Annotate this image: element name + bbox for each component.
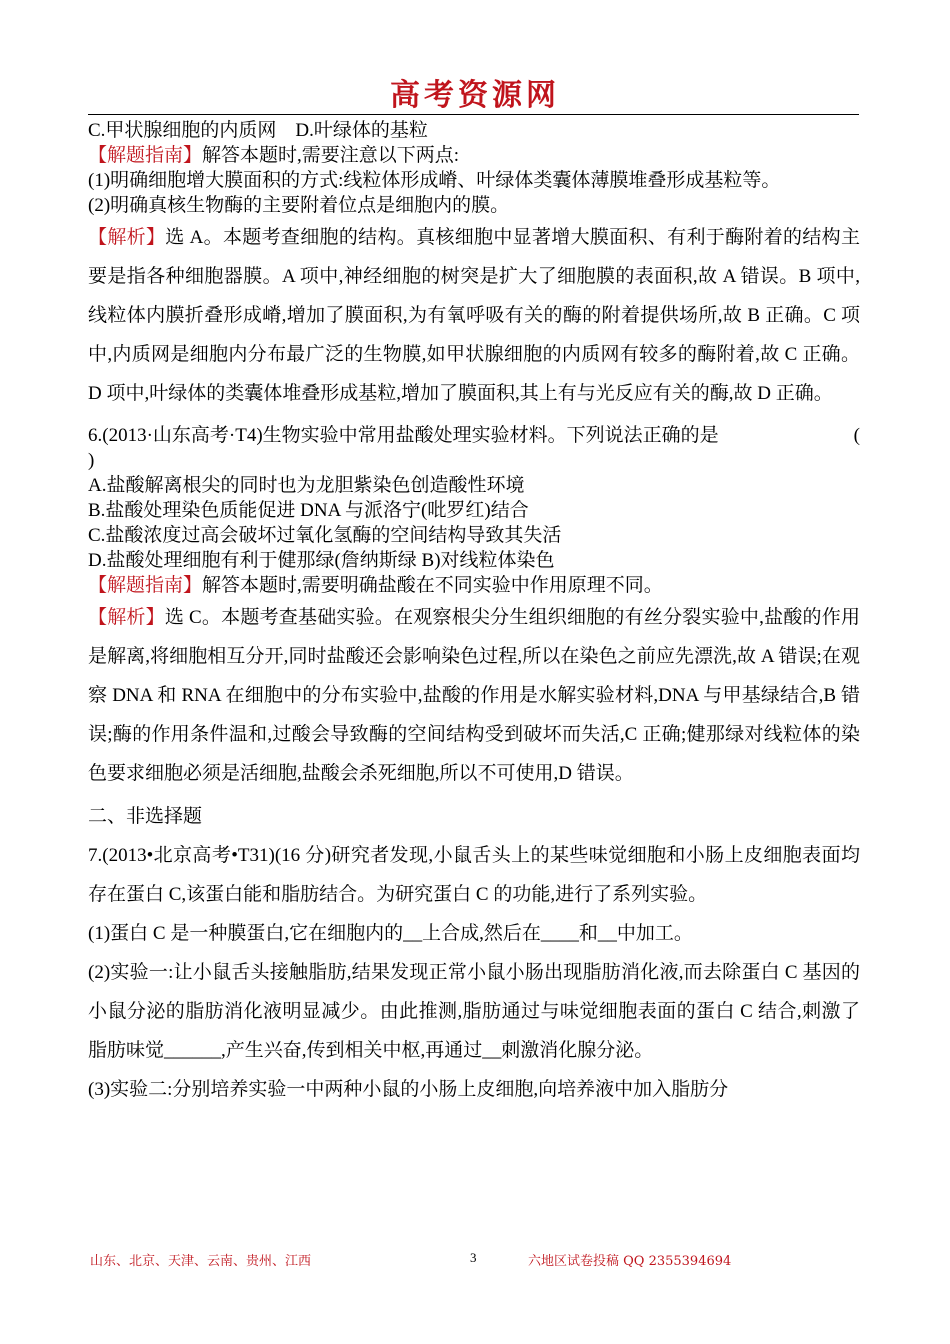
q6-analysis-text: 选 C。本题考查基础实验。在观察根尖分生组织细胞的有丝分裂实验中,盐酸的作用是解离,将细胞相互分开,同时盐酸还会影响染色过程,所以在染色之前应先漂洗,故 A 错误;在观察 DNA 和 RNA 在细胞中的分布实验中,盐酸的作用是水解实验材料,DNA 与甲基绿结合,B 错误;酶的作用条件温和,过酸会导致酶的空间结构受到破坏而失活,C 正确;健那绿对线粒体的染色要求细胞必须是活细胞,盐酸会杀死细胞,所以不可使用,D 错误。 [88, 607, 860, 784]
q5-options-cd: C.甲状腺细胞的内质网 D.叶绿体的基粒 [88, 120, 428, 141]
q5-point-1: (1)明确细胞增大膜面积的方式:线粒体形成嵴、叶绿体类囊体薄膜堆叠形成基粒等。 [88, 170, 781, 191]
q5-analysis-tag: 【解析】 [88, 227, 166, 248]
q5-analysis-text: 选 A。本题考查细胞的结构。真核细胞中显著增大膜面积、有利于酶附着的结构主要是指各种细胞器膜。A 项中,神经细胞的树突是扩大了细胞膜的表面积,故 A 错误。B 项中,线粒体内膜折叠形成嵴,增加了膜面积,为有氧呼吸有关的酶的附着提供场所,故 B 正确。C 项中,内质网是细胞内分布最广泛的生物膜,如甲状腺细胞的内质网有较多的酶附着,故 C 正确。D 项中,叶绿体的类囊体堆叠形成基粒,增加了膜面积,其上有与光反应有关的酶,故 D 正确。 [88, 227, 860, 404]
q5-point-2: (2)明确真核生物酶的主要附着位点是细胞内的膜。 [88, 195, 510, 216]
header-divider [88, 114, 859, 115]
q6-option-d: D.盐酸处理细胞有利于健那绿(詹纳斯绿 B)对线粒体染色 [88, 550, 555, 571]
q5-guide [88, 143, 860, 168]
site-title: 高考资源网 [390, 78, 560, 113]
q5-analysis [88, 218, 860, 413]
q5-guide-tag: 【解题指南】 [88, 145, 203, 166]
q6-option-c: C.盐酸浓度过高会破坏过氧化氢酶的空间结构导致其失活 [88, 525, 562, 546]
footer-contact: 六地区试卷投稿 QQ 2355394694 [528, 1254, 732, 1269]
q7-part-1: (1)蛋白 C 是一种膜蛋白,它在细胞内的__上合成,然后在____和__中加工。 [88, 923, 693, 944]
q7-stem: 7.(2013•北京高考•T31)(16 分)研究者发现,小鼠舌头上的某些味觉细胞和小肠上皮细胞表面均存在蛋白 C,该蛋白能和脂肪结合。为研究蛋白 C 的功能,进行了系列实验。 [88, 845, 860, 905]
document-body [88, 118, 860, 1109]
q6-guide-text: 解答本题时,需要明确盐酸在不同实验中作用原理不同。 [202, 575, 663, 596]
q6-guide-tag: 【解题指南】 [88, 575, 203, 596]
q6-option-a: A.盐酸解离根尖的同时也为龙胆紫染色创造酸性环境 [88, 475, 525, 496]
page-number: 3 [470, 1250, 477, 1265]
footer-regions: 山东、北京、天津、云南、贵州、江西 [90, 1254, 312, 1269]
q6-answer-paren-close: ) [88, 450, 95, 471]
section-2-title: 二、非选择题 [88, 806, 203, 827]
q6-analysis-tag: 【解析】 [88, 607, 165, 628]
q6-stem-block [88, 423, 860, 473]
q6-analysis [88, 598, 860, 793]
q7-part-2: (2)实验一:让小鼠舌头接触脂肪,结果发现正常小鼠小肠出现脂肪消化液,而去除蛋白 C 基因的小鼠分泌的脂肪消化液明显减少。由此推测,脂肪通过与味觉细胞表面的蛋白 C 结合,刺激了脂肪味觉______,产生兴奋,传到相关中枢,再通过__刺激消化腺分泌。 [88, 962, 860, 1061]
q6-answer-paren-open: ( [853, 425, 860, 446]
q6-guide [88, 573, 860, 598]
q7-part-3: (3)实验二:分别培养实验一中两种小鼠的小肠上皮细胞,向培养液中加入脂肪分 [88, 1079, 729, 1100]
q5-guide-intro: 解答本题时,需要注意以下两点: [202, 145, 460, 166]
q6-stem: 6.(2013·山东高考·T4)生物实验中常用盐酸处理实验材料。下列说法正确的是 [88, 425, 719, 446]
q6-option-b: B.盐酸处理染色质能促进 DNA 与派洛宁(吡罗红)结合 [88, 500, 529, 521]
